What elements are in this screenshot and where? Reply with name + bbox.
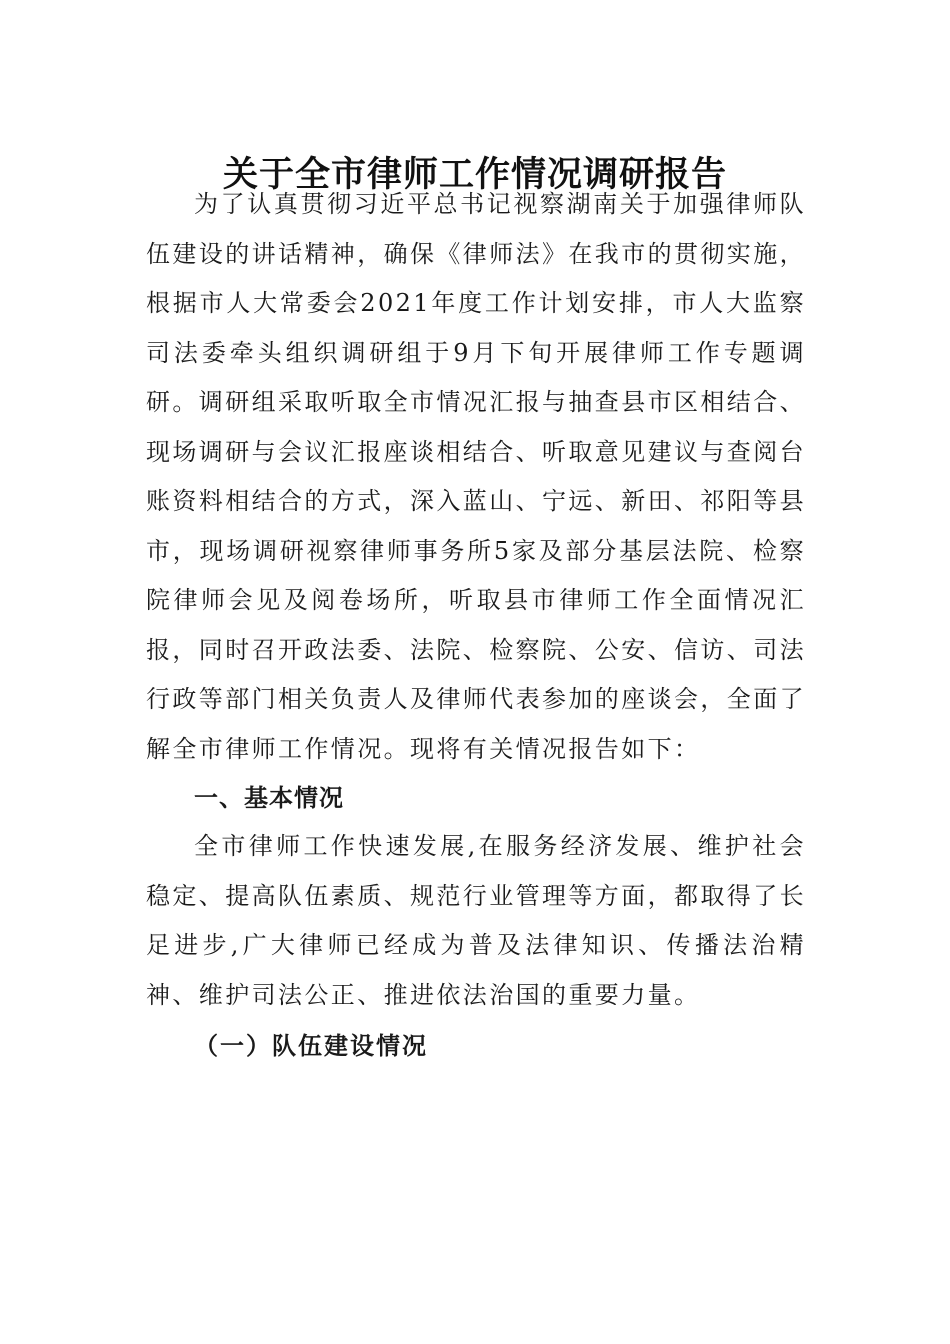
intro-paragraph: 为了认真贯彻习近平总书记视察湖南关于加强律师队伍建设的讲话精神，确保《律师法》在我市的贯彻实施，根据市人大常委会2021年度工作计划安排，市人大监察司法委牵头组织调研组于9月下旬开展律师工作专题调研。调研组采取听取全市情况汇报与抽查县市区相结合、现场调研与会议汇报座谈相结合、听取意见建议与查阅台账资料相结合的方式，深入蓝山、宁远、新田、祁阳等县市，现场调研视察律师事务所5家及部分基层法院、检察院律师会见及阅卷场所，听取县市律师工作全面情况汇报，同时召开政法委、法院、检察院、公安、信访、司法行政等部门相关负责人及律师代表参加的座谈会，全面了解全市律师工作情况。现将有关情况报告如下： [146, 190, 806, 763]
subsection-heading-team-building: （一）队伍建设情况 [194, 1031, 428, 1060]
section-heading-basic-situation: 一、基本情况 [194, 784, 344, 812]
section-paragraph-basic-situation: 全市律师工作快速发展,在服务经济发展、维护社会稳定、提高队伍素质、规范行业管理等方面，都取得了长足进步,广大律师已经成为普及法律知识、传播法治精神、维护司法公正、推进依法治国的重要力量。 [146, 832, 806, 1009]
document-title: 关于全市律师工作情况调研报告 [222, 155, 727, 196]
